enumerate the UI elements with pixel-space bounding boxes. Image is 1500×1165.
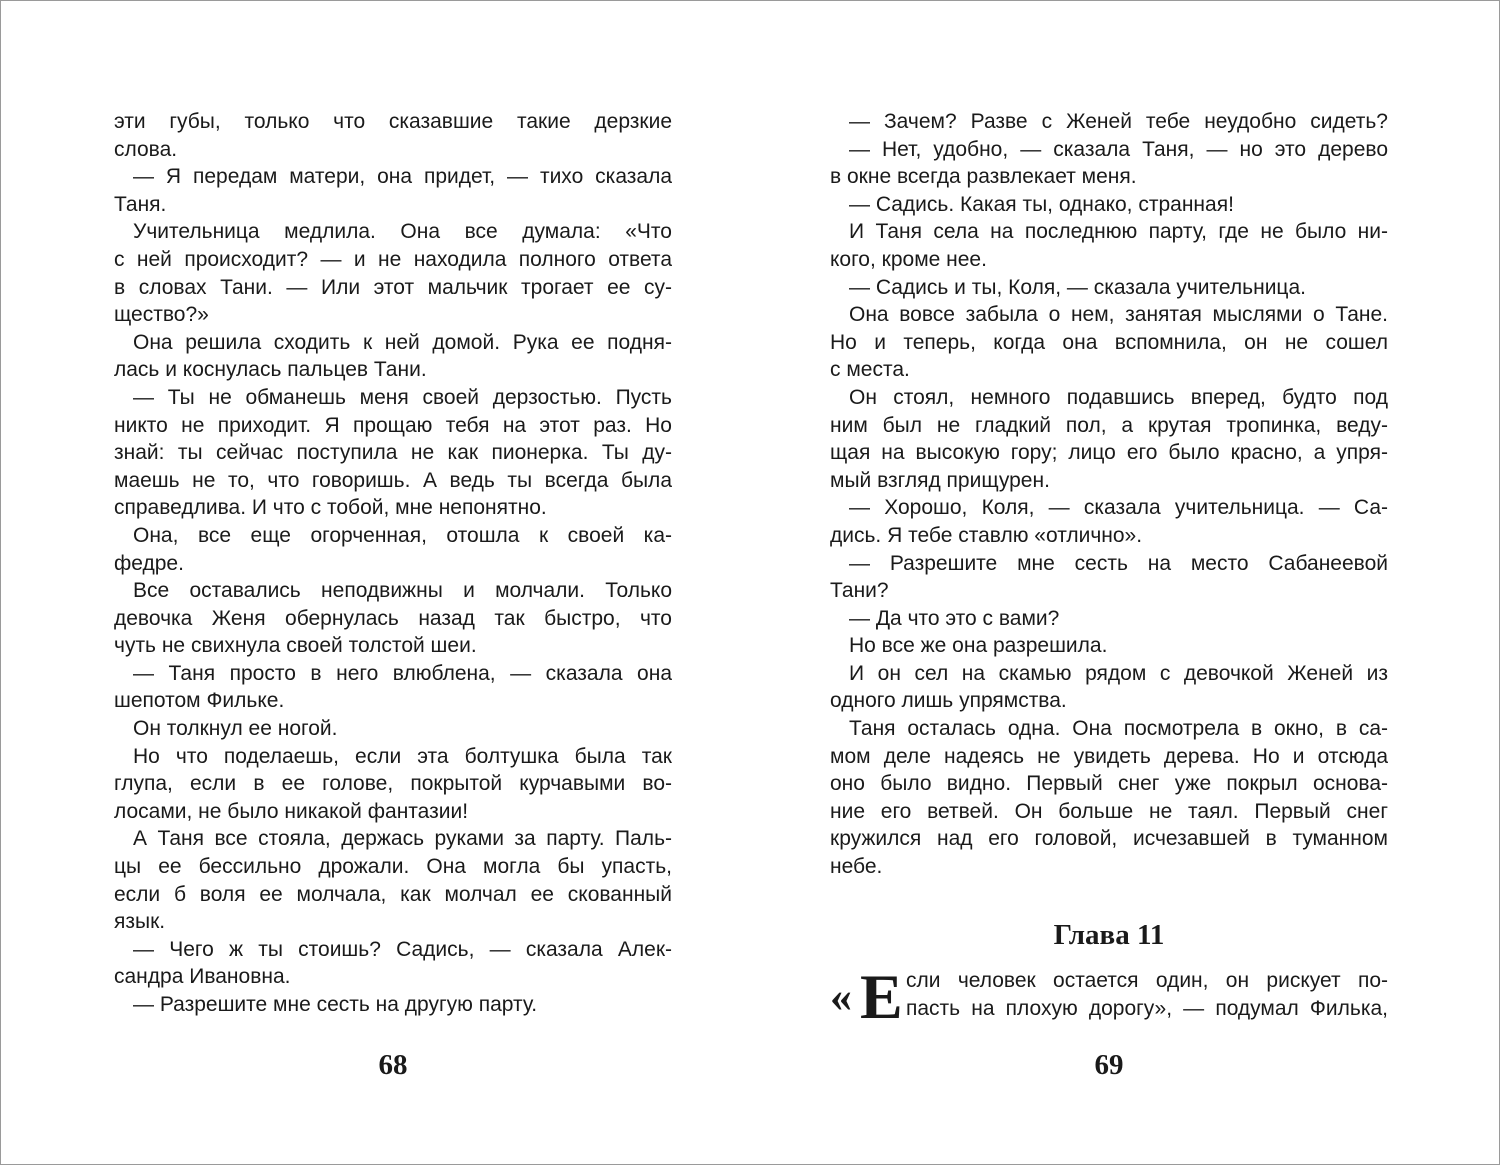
text-line: лосами, не было никакой фантазии! — [114, 799, 469, 823]
text-line: Все оставались неподвижны и молчали. Только — [133, 579, 672, 603]
text-line: оно было видно. Первый снег уже покрыл основа- — [830, 772, 1388, 796]
text-line: Таня осталась одна. Она посмотрела в окно, в са- — [849, 717, 1388, 741]
text-line: Он стоял, немного подавшись вперед, будто под — [849, 385, 1388, 409]
text-line: И Таня села на последнюю парту, где не было ни- — [849, 220, 1388, 244]
text-line: эти губы, только что сказавшие такие дерзкие — [114, 110, 672, 133]
text-line: И он сел на скамью рядом с девочкой Женей из — [849, 661, 1388, 685]
chapter-line: сли человек остается один, он рискует по- — [906, 969, 1388, 992]
text-line: Тани? — [830, 579, 889, 603]
drop-cap-quote: « — [830, 972, 852, 1021]
text-line: Она, все еще огорченная, отошла к своей ка- — [133, 523, 672, 547]
text-line: глупа, если в ее голове, покрытой курчавыми во- — [114, 772, 672, 796]
text-line: слова. — [114, 137, 178, 161]
chapter-line: пасть на плохую дорогу», — подумал Филька, — [906, 996, 1388, 1020]
text-line: Но и теперь, когда она вспомнила, он не сошел — [830, 330, 1388, 354]
text-line: справедлива. И что с тобой, мне непонятно. — [114, 496, 547, 520]
text-line: в словах Тани. — Или этот мальчик трогает ее су- — [114, 275, 672, 299]
text-line: чуть не свихнула своей толстой шеи. — [114, 634, 477, 658]
text-line: мый взгляд прищурен. — [830, 468, 1050, 492]
drop-cap-letter: Е — [860, 961, 903, 1032]
text-line: если б воля ее молчала, как молчал ее скованный — [114, 882, 672, 906]
drop-cap — [830, 961, 910, 1032]
left-page-text — [114, 108, 672, 1019]
text-line: щество?» — [114, 303, 209, 327]
text-line: шепотом Фильке. — [114, 689, 285, 713]
page-number-left: 68 — [378, 1049, 408, 1081]
text-line: Он толкнул ее ногой. — [133, 717, 338, 741]
text-line: ним был не гладкий пол, а крутая тропинка, веду- — [830, 413, 1388, 437]
text-line: — Ты не обманешь меня своей дерзостью. Пусть — [133, 385, 672, 409]
text-line: — Чего ж ты стоишь? Садись, — сказала Алек- — [133, 937, 672, 961]
text-line: Таня. — [114, 192, 167, 216]
text-line: Она решила сходить к ней домой. Рука ее подня- — [133, 330, 672, 354]
text-line: мом деле надеясь не увидеть дерева. Но и отсюда — [830, 744, 1388, 768]
text-line: — Да что это с вами? — [849, 606, 1060, 630]
text-line: — Разрешите мне сесть на место Сабанеевой — [849, 551, 1388, 575]
text-line: Но что поделаешь, если эта болтушка была так — [133, 744, 672, 768]
text-line: Она вовсе забыла о нем, занятая мыслями о Тане. — [849, 303, 1388, 327]
text-line: Но все же она разрешила. — [849, 634, 1108, 658]
text-line: знай: ты сейчас поступила не как пионерка. Ты ду- — [114, 441, 672, 465]
text-line: — Хорошо, Коля, — сказала учительница. — Са- — [849, 496, 1388, 520]
text-line: девочка Женя обернулась назад так быстро, что — [114, 606, 672, 630]
text-line: в окне всегда развлекает меня. — [830, 165, 1137, 189]
chapter-opening — [906, 967, 1388, 1022]
text-line: одного лишь упрямства. — [830, 689, 1067, 713]
text-line: — Садись. Какая ты, однако, странная! — [849, 192, 1234, 216]
text-line: язык. — [114, 910, 166, 934]
text-line: цы ее бессильно дрожали. Она могла бы упасть, — [114, 855, 672, 879]
text-line: — Таня просто в него влюблена, — сказала она — [133, 661, 672, 685]
text-line: — Нет, удобно, — сказала Таня, — но это дерево — [849, 137, 1388, 161]
text-line: с места. — [830, 358, 910, 382]
page-number-right: 69 — [1094, 1049, 1124, 1081]
right-page-text — [830, 108, 1388, 881]
text-line: небе. — [830, 855, 883, 879]
text-line: дись. Я тебе ставлю «отлично». — [830, 523, 1143, 547]
text-line: сандра Ивановна. — [114, 965, 291, 989]
text-line: А Таня все стояла, держась руками за парту. Паль- — [133, 827, 672, 851]
text-line: — Разрешите мне сесть на другую парту. — [133, 993, 538, 1016]
text-line: лась и коснулась пальцев Тани. — [114, 358, 427, 382]
text-line: Учительница медлила. Она все думала: «Что — [133, 220, 672, 244]
text-line: с ней происходит? — и не находила полного ответа — [114, 247, 672, 271]
text-line: федре. — [114, 551, 184, 575]
text-line: маешь не то, что говоришь. А ведь ты всегда была — [114, 468, 672, 492]
text-line: — Садись и ты, Коля, — сказала учительница. — [849, 275, 1306, 299]
text-line: — Зачем? Разве с Женей тебе неудобно сидеть? — [849, 110, 1388, 133]
text-line: кого, кроме нее. — [830, 247, 987, 271]
text-line: щая на высокую гору; лицо его было красно, а упря- — [830, 441, 1388, 465]
text-line: — Я передам матери, она придет, — тихо сказала — [133, 165, 672, 189]
text-line: ние его ветвей. Он больше не таял. Первый снег — [830, 799, 1388, 823]
chapter-title: Глава 11 — [1053, 919, 1165, 951]
text-line: кружился над его головой, исчезавшей в туманном — [830, 827, 1388, 851]
text-line: никто не приходит. Я прощаю тебя на этот раз. Но — [114, 413, 672, 437]
